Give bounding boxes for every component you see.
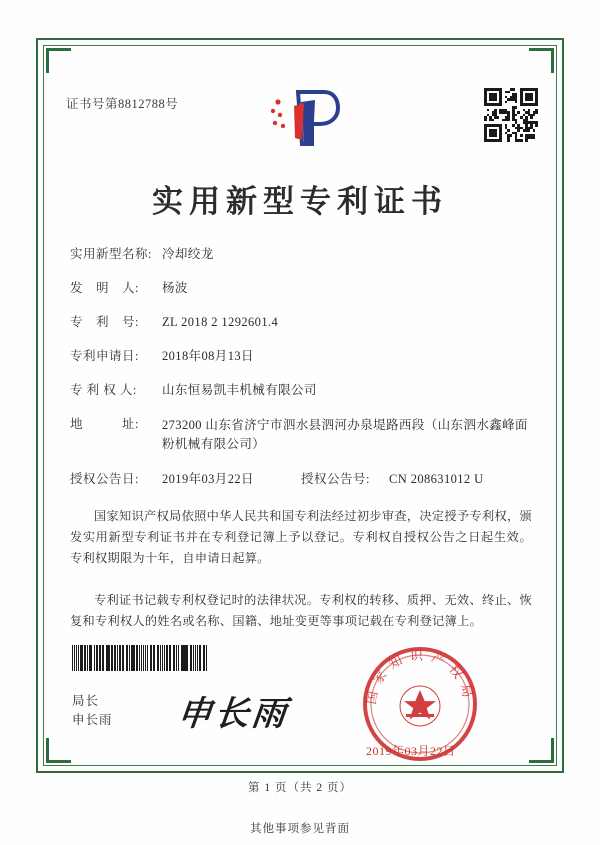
certificate-number: 证书号第8812788号 bbox=[66, 97, 179, 111]
corner-ornament-top-left bbox=[46, 48, 71, 73]
qr-code bbox=[484, 88, 538, 142]
footnote: 其他事项参见背面 bbox=[250, 823, 350, 835]
field-label: 授权公告号: bbox=[301, 472, 370, 486]
corner-ornament-bottom-right bbox=[529, 738, 554, 763]
field-row-address bbox=[70, 416, 532, 454]
signature-title: 局长 bbox=[72, 694, 100, 708]
corner-ornament-bottom-left bbox=[46, 738, 71, 763]
cnipa-logo-icon bbox=[268, 86, 342, 150]
field-row-patentee bbox=[70, 382, 532, 399]
handwritten-signature: 申长雨 bbox=[175, 694, 291, 734]
field-value: 273200 山东省济宁市泗水县泗河办泉堤路西段（山东泗水鑫峰面粉机械有限公司） bbox=[162, 418, 528, 451]
field-label: 授权公告日: bbox=[70, 472, 139, 486]
field-row-patent-no bbox=[70, 314, 532, 331]
barcode bbox=[72, 645, 208, 671]
body-paragraph-1: 国家知识产权局依照中华人民共和国专利法经过初步审查，决定授予专利权，颁发实用新型专利证书并在专利登记簿上予以登记。专利权自授权公告之日起生效。专利权期限为十年，自申请日起算。 bbox=[70, 509, 532, 565]
field-value: 山东恒易凯丰机械有限公司 bbox=[162, 383, 317, 397]
corner-ornament-top-right bbox=[529, 48, 554, 73]
field-label: 专 利 权 人: bbox=[70, 383, 137, 397]
field-row-inventor bbox=[70, 280, 532, 297]
page-number: 第 1 页（共 2 页） bbox=[248, 782, 352, 794]
field-label: 地 址: bbox=[70, 417, 139, 431]
field-value: 2019年03月22日 bbox=[162, 472, 254, 486]
field-row-name bbox=[70, 246, 532, 263]
field-label: 专利申请日: bbox=[70, 349, 139, 363]
field-row-grant bbox=[70, 471, 532, 488]
field-list bbox=[70, 246, 532, 505]
field-value: 冷却绞龙 bbox=[162, 247, 214, 261]
field-value: 杨波 bbox=[162, 281, 188, 295]
field-label: 专 利 号: bbox=[70, 315, 139, 329]
signature-block bbox=[72, 692, 113, 730]
field-label: 发 明 人: bbox=[70, 281, 139, 295]
field-value: CN 208631012 U bbox=[389, 472, 484, 486]
seal-date: 2019年03月22日 bbox=[366, 744, 456, 758]
field-row-application-date bbox=[70, 348, 532, 365]
field-label: 实用新型名称: bbox=[70, 247, 152, 261]
page-title: 实用新型专利证书 bbox=[152, 184, 448, 220]
signature-name: 申长雨 bbox=[72, 713, 113, 727]
body-paragraph-2: 专利证书记载专利权登记时的法律状况。专利权的转移、质押、无效、终止、恢复和专利权人的姓名或名称、国籍、地址变更等事项记载在专利登记簿上。 bbox=[70, 593, 532, 628]
field-value: ZL 2018 2 1292601.4 bbox=[162, 315, 279, 329]
grant-number-group bbox=[301, 471, 532, 488]
svg-text:国家知识产权局: 国家知识产权局 bbox=[364, 649, 476, 706]
field-value: 2018年08月13日 bbox=[162, 349, 254, 363]
grant-date-group bbox=[70, 471, 301, 488]
